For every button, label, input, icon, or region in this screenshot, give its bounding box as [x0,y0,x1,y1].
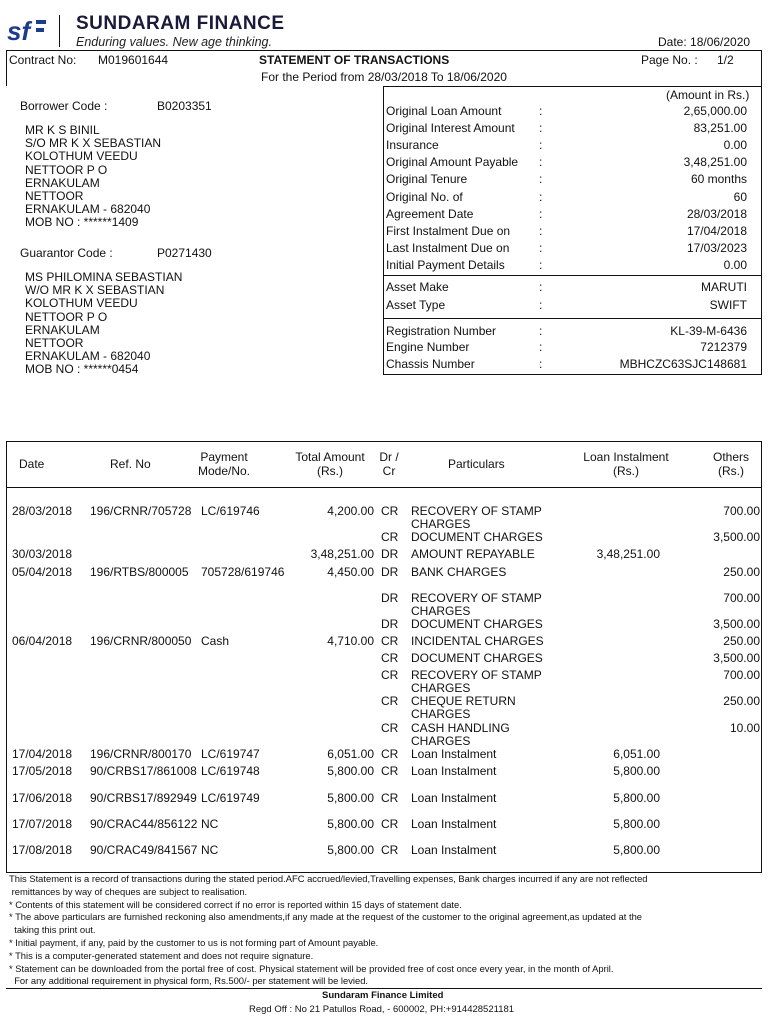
footer-company: Sundaram Finance Limited [322,990,444,1001]
summary-label: Original Interest Amount [386,121,515,135]
cell-total-amount: 4,710.00 [327,634,374,648]
cell-particulars: RECOVERY OF STAMP [411,668,542,682]
address-line: MS PHILOMINA SEBASTIAN [25,270,183,284]
cell-others: 700.00 [723,668,760,682]
guarantor-address [25,271,182,377]
cell-others: 250.00 [723,565,760,579]
cell-dr-cr: CR [381,694,399,708]
cell-date: 17/06/2018 [12,791,73,805]
cell-dr-cr: CR [381,817,399,831]
summary-colon: : [539,340,543,354]
table-header-rule [6,487,762,488]
col-header-date: Date [19,457,45,471]
left-border [6,50,7,86]
summary-value: 2,65,000.00 [683,104,747,118]
address-line: NETTOOR P O [25,162,108,177]
summary-divider-2 [383,318,762,319]
cell-particulars-cont: CHARGES [411,604,471,618]
page-number: 1/2 [717,53,734,67]
cell-date: 30/03/2018 [12,547,73,561]
cell-particulars: BANK CHARGES [411,565,507,579]
col-header-loan [580,450,672,478]
summary-colon: : [539,172,543,186]
cell-loan-instalment: 5,800.00 [613,817,660,831]
note-line: * Statement can be downloaded from the portal free of cost. Physical statement will be provided free of cost once every year, in the month of April. [9,962,614,974]
summary-colon: : [539,207,543,221]
cell-others: 700.00 [723,591,760,605]
summary-value: 83,251.00 [693,121,747,135]
cell-dr-cr: CR [381,721,399,735]
guarantor-code: P0271430 [157,246,212,260]
col-header-others-line1: Others [712,450,749,464]
note-line: * The above particulars are furnished reckoning also amendments,if any made at the request of the customer to the original agreement,as updated at the [9,911,643,923]
brand-name: SUNDARAM FINANCE [76,13,285,34]
cell-loan-instalment: 5,800.00 [613,764,660,778]
summary-colon: : [539,241,543,255]
cell-dr-cr: CR [381,747,399,761]
contract-label: Contract No: [9,53,77,67]
col-header-total-line2: (Rs.) [317,464,343,478]
cell-total-amount: 3,48,251.00 [310,547,374,561]
svg-text:sf: sf [7,16,31,46]
col-header-total-line1: Total Amount [295,450,365,464]
summary-left-border [383,86,384,375]
summary-colon: : [539,324,543,338]
note-line: * This is a computer-generated statement and does not require signature. [9,949,314,961]
cell-others: 3,500.00 [713,617,760,631]
summary-colon: : [539,224,543,238]
cell-date: 05/04/2018 [12,565,73,579]
cell-particulars: CASH HANDLING [411,721,510,735]
cell-dr-cr: CR [381,843,399,857]
cell-payment-mode: NC [201,817,219,831]
page-label: Page No. : [641,53,698,67]
summary-colon: : [539,357,543,371]
col-header-others-line2: (Rs.) [718,464,744,478]
note-line: This Statement is a record of transactions during the stated period.AFC accrued/levied,Travelling expenses, Bank charges incurred if any are not reflected [9,873,648,884]
cell-ref-no: 196/RTBS/800005 [90,565,189,579]
summary-bottom-rule [383,374,762,375]
table-top-rule [6,441,762,442]
address-line: KOLOTHUM VEEDU [25,296,138,311]
address-line: MOB NO : ******1409 [25,215,139,230]
cell-dr-cr: CR [381,651,399,665]
cell-date: 17/05/2018 [12,764,73,778]
summary-colon: : [539,138,543,152]
summary-colon: : [539,280,543,294]
cell-particulars-cont: CHARGES [411,517,471,531]
cell-particulars: Loan Instalment [411,843,497,857]
cell-total-amount: 4,200.00 [327,504,374,518]
cell-loan-instalment: 3,48,251.00 [596,547,660,561]
summary-value: 17/03/2023 [686,241,747,255]
summary-colon: : [539,258,543,272]
summary-label: Last Instalment Due on [386,241,510,255]
cell-ref-no: 90/CRBS17/892949 [90,791,197,805]
cell-date: 17/07/2018 [12,817,73,831]
summary-label: Chassis Number [386,357,475,371]
cell-others: 10.00 [729,721,760,735]
cell-payment-mode: LC/619747 [201,747,260,761]
summary-value: 17/04/2018 [686,224,747,238]
cell-dr-cr: CR [381,634,399,648]
cell-date: 17/04/2018 [12,747,73,761]
summary-label: Asset Type [386,298,446,312]
cell-payment-mode: LC/619749 [201,791,260,805]
col-header-particulars: Particulars [448,457,505,471]
cell-particulars-cont: CHARGES [411,707,471,721]
right-border [761,50,762,375]
cell-particulars: DOCUMENT CHARGES [411,530,543,544]
summary-value: 60 months [690,172,747,186]
col-header-mode-line1: Payment [200,450,248,464]
summary-colon: : [539,155,543,169]
cell-others: 3,500.00 [713,530,760,544]
summary-value: 0.00 [723,138,747,152]
summary-value: MBHCZC63SJC148681 [619,357,747,371]
note-line: * Contents of this statement will be considered correct if no error is reported within 15 days of statement date. [9,898,462,910]
cell-loan-instalment: 5,800.00 [613,791,660,805]
cell-payment-mode: LC/619748 [201,764,260,778]
cell-ref-no: 196/CRNR/705728 [90,504,192,518]
header-top-rule [6,50,762,51]
header-bottom-rule [384,86,762,87]
cell-date: 28/03/2018 [12,504,73,518]
cell-particulars: Loan Instalment [411,747,497,761]
summary-value: 7212379 [700,340,747,354]
cell-particulars: DOCUMENT CHARGES [411,617,543,631]
col-header-mode-line2: Mode/No. [197,464,251,478]
cell-particulars: Loan Instalment [411,764,497,778]
statement-period: For the Period from 28/03/2018 To 18/06/2020 [261,70,507,84]
cell-particulars: RECOVERY OF STAMP [411,591,542,605]
amount-unit-note: (Amount in Rs.) [666,88,750,102]
col-header-others [708,450,754,478]
cell-dr-cr: DR [381,617,399,631]
summary-label: Original Loan Amount [386,104,502,118]
address-line: ERNAKULAM - 682040 [25,202,151,217]
statement-title: STATEMENT OF TRANSACTIONS [259,53,450,67]
col-header-loan-line2: (Rs.) [613,464,639,478]
summary-value: KL-39-M-6436 [670,324,747,338]
cell-particulars: INCIDENTAL CHARGES [411,634,544,648]
summary-divider-1 [383,275,762,276]
cell-others: 250.00 [723,694,760,708]
cell-payment-mode: LC/619746 [201,504,260,518]
cell-ref-no: 90/CRAC44/856122 [90,817,198,831]
address-line: S/O MR K X SEBASTIAN [25,136,162,151]
summary-label: Insurance [386,138,439,152]
cell-others: 3,500.00 [713,651,760,665]
cell-total-amount: 5,800.00 [327,791,374,805]
summary-colon: : [539,190,543,204]
cell-total-amount: 6,051.00 [327,747,374,761]
cell-payment-mode: Cash [201,634,230,648]
cell-particulars: AMOUNT REPAYABLE [411,547,535,561]
address-line: NETTOOR P O [25,309,108,324]
cell-total-amount: 5,800.00 [327,817,374,831]
col-header-loan-line1: Loan Instalment [583,450,669,464]
col-header-drcr-line1: Dr / [379,450,399,464]
col-header-mode [196,450,252,478]
cell-others: 250.00 [723,634,760,648]
sundaram-logo-icon [7,16,47,46]
statement-notes [9,873,761,988]
address-line: ERNAKULAM - 682040 [25,349,151,364]
borrower-code: B0203351 [157,99,212,113]
borrower-address [25,124,161,230]
summary-label: Engine Number [386,340,470,354]
cell-particulars: CHEQUE RETURN [411,694,516,708]
contract-number: M019601644 [98,53,169,67]
cell-dr-cr: DR [381,591,399,605]
address-line: MOB NO : ******0454 [25,362,139,377]
note-line: * Initial payment, if any, paid by the customer to us is not forming part of Amount payable. [9,936,379,948]
cell-total-amount: 5,800.00 [327,764,374,778]
cell-dr-cr: CR [381,504,399,518]
col-header-ref: Ref. No [110,457,151,471]
cell-particulars: Loan Instalment [411,817,497,831]
note-line: remittances by way of cheques are subject to realisation. [9,885,248,897]
summary-value: 60 [733,190,747,204]
summary-label: Original Amount Payable [386,155,519,169]
cell-dr-cr: CR [381,791,399,805]
cell-particulars-cont: CHARGES [411,734,471,748]
col-header-drcr [377,450,401,478]
summary-label: Registration Number [386,324,497,338]
table-left-border [6,441,7,872]
footer-address: Regd Off : No 21 Patullos Road, - 600002, PH:+914428521181 [249,1004,515,1015]
summary-label: Original No. of [386,190,463,204]
cell-particulars: DOCUMENT CHARGES [411,651,543,665]
cell-dr-cr: DR [381,565,399,579]
summary-value: 0.00 [723,258,747,272]
address-line: NETTOOR [25,336,84,351]
cell-ref-no: 196/CRNR/800050 [90,634,192,648]
cell-ref-no: 196/CRNR/800170 [90,747,192,761]
summary-value: 28/03/2018 [686,207,747,221]
cell-total-amount: 5,800.00 [327,843,374,857]
summary-label: First Instalment Due on [386,224,511,238]
note-line: taking this print out. [9,924,96,936]
address-line: ERNAKULAM [25,322,100,337]
cell-payment-mode: 705728/619746 [201,565,285,579]
cell-date: 06/04/2018 [12,634,73,648]
cell-dr-cr: CR [381,668,399,682]
summary-value: SWIFT [709,298,747,312]
borrower-code-label: Borrower Code : [20,99,108,113]
cell-others: 700.00 [723,504,760,518]
summary-colon: : [539,298,543,312]
cell-payment-mode: NC [201,843,219,857]
guarantor-code-label: Guarantor Code : [20,246,113,260]
cell-particulars: Loan Instalment [411,791,497,805]
address-line: MR K S BINIL [25,123,100,137]
cell-loan-instalment: 5,800.00 [613,843,660,857]
cell-dr-cr: CR [381,764,399,778]
summary-value: 3,48,251.00 [683,155,747,169]
cell-loan-instalment: 6,051.00 [613,747,660,761]
cell-total-amount: 4,450.00 [327,565,374,579]
statement-date: Date: 18/06/2020 [658,35,751,49]
summary-label: Asset Make [386,280,449,294]
cell-ref-no: 90/CRAC49/841567 [90,843,198,857]
col-header-total [290,450,370,478]
summary-colon: : [539,121,543,135]
address-line: KOLOTHUM VEEDU [25,149,138,164]
col-header-drcr-line2: Cr [382,464,396,478]
cell-dr-cr: CR [381,530,399,544]
cell-date: 17/08/2018 [12,843,73,857]
address-line: ERNAKULAM [25,175,100,190]
cell-ref-no: 90/CRBS17/861008 [90,764,197,778]
note-line: For any additional requirement in physical form, Rs.500/- per statement will be levied. [9,975,369,987]
summary-colon: : [539,104,543,118]
table-right-border [761,441,762,872]
address-line: W/O MR K X SEBASTIAN [25,283,165,298]
address-line: NETTOOR [25,189,84,204]
summary-label: Initial Payment Details [386,258,505,272]
cell-particulars: RECOVERY OF STAMP [411,504,542,518]
brand-tagline: Enduring values. New age thinking. [76,35,272,49]
summary-label: Agreement Date [386,207,474,221]
summary-value: MARUTI [701,280,747,294]
cell-particulars-cont: CHARGES [411,681,471,695]
summary-label: Original Tenure [386,172,468,186]
cell-dr-cr: DR [381,547,399,561]
brand-divider [59,15,60,47]
